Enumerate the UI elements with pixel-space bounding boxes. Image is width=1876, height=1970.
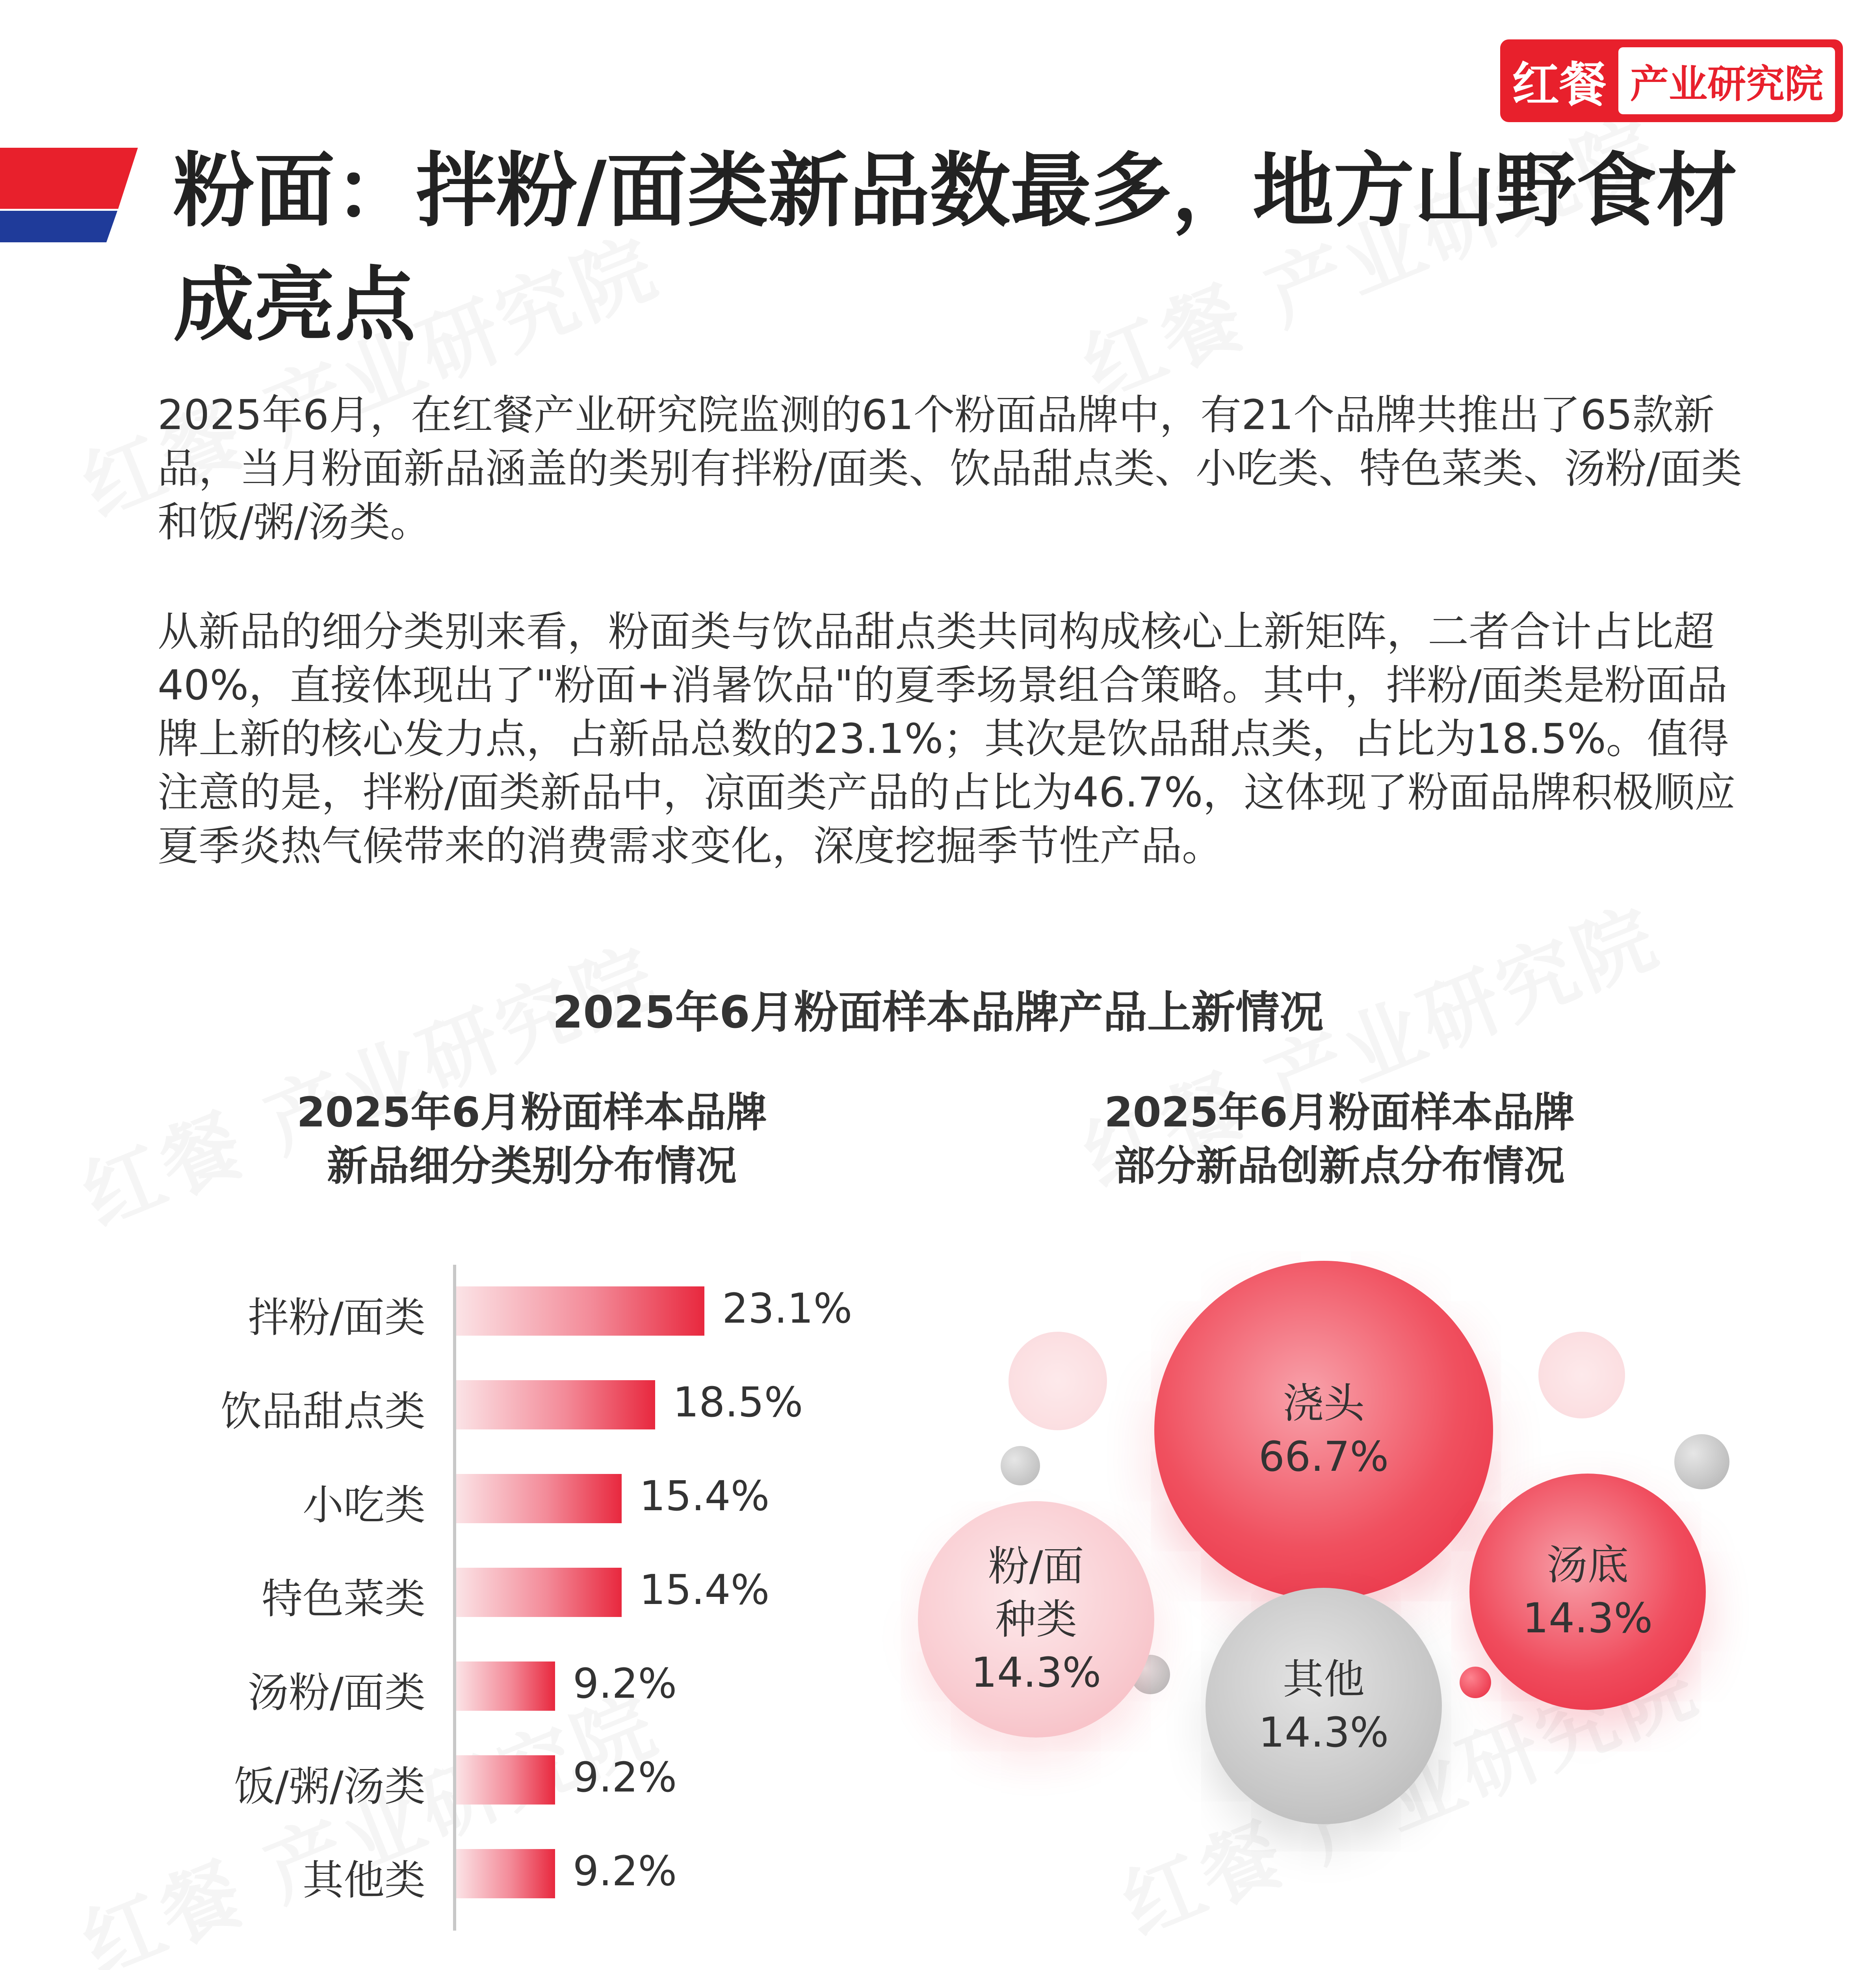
bar-chart-axis <box>453 1265 456 1931</box>
chart-section-title: 2025年6月粉面样本品牌产品上新情况 <box>552 987 1324 1038</box>
bar-category-label: 饮品甜点类 <box>220 1387 425 1435</box>
bubble-value: 66.7% <box>1258 1433 1389 1481</box>
bar <box>456 1755 555 1805</box>
bar <box>456 1286 704 1336</box>
bar <box>456 1661 555 1711</box>
bubble-soup-base <box>1469 1474 1706 1710</box>
bar-value-label: 9.2% <box>573 1847 677 1895</box>
bar-value-label: 9.2% <box>573 1660 677 1708</box>
bar-category-label: 拌粉/面类 <box>247 1294 425 1342</box>
bar <box>456 1849 555 1898</box>
bubble-label: 其他 <box>1282 1655 1365 1703</box>
bubble-label: 汤底 <box>1546 1541 1629 1589</box>
paragraph-intro: 2025年6月，在红餐产业研究院监测的61个粉面品牌中，有21个品牌共推出了65款新品，当月粉面新品涵盖的类别有拌粉/面类、饮品甜点类、小吃类、特色菜类、汤粉/面类和饭/粥/汤类。 <box>158 391 1742 546</box>
brand-logo-text: 红餐 <box>1512 58 1607 112</box>
bar-category-label: 特色菜类 <box>261 1575 425 1623</box>
bubble-label: 浇头 <box>1282 1379 1365 1427</box>
brand-badge <box>1500 39 1843 122</box>
decor-bubble <box>1538 1332 1625 1418</box>
bar-value-label: 15.4% <box>639 1472 770 1520</box>
bubble-toppings <box>1154 1261 1493 1600</box>
decor-bubble <box>1009 1332 1107 1430</box>
decor-dot <box>1674 1434 1729 1489</box>
bubble-chart-title-line: 2025年6月粉面样本品牌 <box>1104 1088 1575 1136</box>
bar-category-label: 小吃类 <box>302 1481 425 1529</box>
bar-value-label: 9.2% <box>573 1753 677 1801</box>
bar <box>456 1380 655 1429</box>
bar-category-label: 汤粉/面类 <box>247 1669 425 1717</box>
bubble-label: 粉/面 <box>988 1542 1084 1590</box>
bar-category-label: 其他类 <box>302 1856 425 1904</box>
page-title: 粉面：拌粉/面类新品数最多，地方山野食材成亮点 <box>173 144 1737 352</box>
bar <box>456 1474 622 1523</box>
bar-category-label: 饭/粥/汤类 <box>234 1762 425 1810</box>
decor-dot <box>1460 1667 1491 1698</box>
bar-value-label: 18.5% <box>673 1378 803 1426</box>
bar-chart-title <box>177 1085 886 1193</box>
title-stripe-icon <box>0 148 138 242</box>
brand-sub-text: 产业研究院 <box>1618 47 1835 114</box>
paragraph-categories: 从新品的细分类别来看，粉面类与饮品甜点类共同构成核心上新矩阵，二者合计占比超40%，直接体现出了"粉面+消暑饮品"的夏季场景组合策略。其中，拌粉/面类是粉面品牌上新的核心发力点，占新品总数的23.1%；其次是饮品甜点类，占比为18.5%。值得注意的是，拌粉/面类新品中，凉面类产品的占比为46.7%，这体现了粉面品牌积极顺应夏季炎热气候带来的消费需求变化，深度挖掘季节性产品。 <box>158 608 1736 870</box>
bubble-value: 14.3% <box>971 1648 1101 1697</box>
bubble-other <box>1205 1588 1442 1824</box>
bar-chart-title-line: 新品细分类别分布情况 <box>327 1142 737 1190</box>
bubble-value: 14.3% <box>1258 1708 1389 1756</box>
bubble-noodle-type <box>918 1501 1154 1738</box>
bubble-label: 种类 <box>995 1595 1077 1643</box>
bubble-chart-title <box>965 1085 1714 1193</box>
watermark <box>64 914 672 1248</box>
bubble-value: 14.3% <box>1522 1594 1653 1642</box>
bubble-chart-title-line: 部分新品创新点分布情况 <box>1114 1142 1565 1190</box>
bar-chart-title-line: 2025年6月粉面样本品牌 <box>297 1088 767 1136</box>
bar-value-label: 15.4% <box>639 1566 770 1614</box>
bar <box>456 1568 622 1617</box>
bar-value-label: 23.1% <box>722 1284 853 1333</box>
decor-dot <box>1001 1446 1040 1485</box>
